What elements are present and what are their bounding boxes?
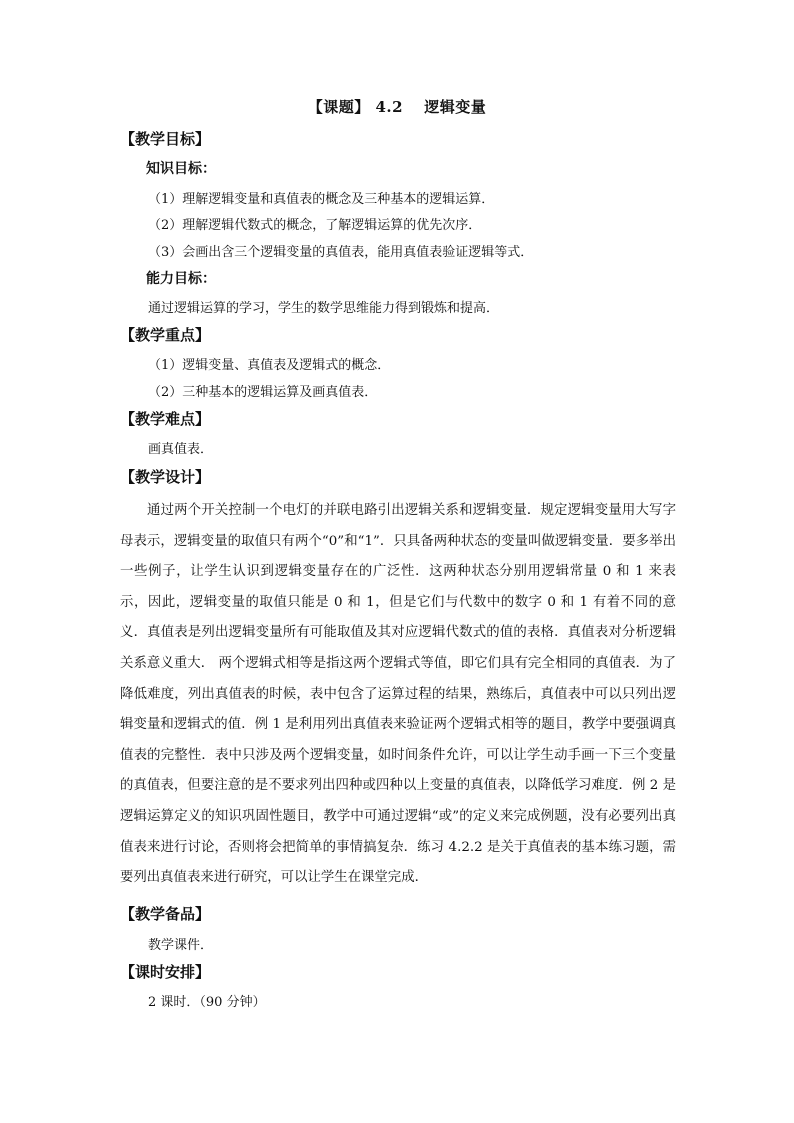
schedule-heading: 【课时安排】 xyxy=(120,963,211,981)
schedule-text: 2 课时．（90 分钟） xyxy=(148,995,266,1010)
knowledge-goal-item: （3）会画出含三个逻辑变量的真值表，能用真值表验证逻辑等式． xyxy=(148,245,534,260)
materials-heading: 【教学备品】 xyxy=(120,905,211,923)
key-point-item: （2）三种基本的逻辑运算及画真值表． xyxy=(148,385,378,400)
key-point-item: （1）逻辑变量、真值表及逻辑式的概念． xyxy=(148,358,391,373)
design-paragraph: 通过两个开关控制一个电灯的并联电路引出逻辑关系和逻辑变量．规定逻辑变量用大写字母表示，逻辑变量的取值只有两个“0”和“1”．只具备两种状态的变量叫做逻辑变量．要多举出一些例子，让学生认识到逻辑变量存在的广泛性．这两种状态分别用逻辑常量 0 和 1 来表示，因此，逻辑变量的取值只能是 0 和 1，但是它们与代数中的数字 0 和 1 有着不同的意义．真值表是列出逻辑变量所有可能取值及其对应逻辑代数式的值的表格．真值表对分析逻辑关系意义重大． 两个逻辑式相等是指这两个逻辑式等值，即它们具有完全相同的真值表．为了降低难度，列出真值表的时候，表中包含了运算过程的结果，熟练后，真值表中可以只列出逻辑变量和逻辑式的值．例 1 是利用列出真值表来验证两个逻辑式相等的题目，教学中要强调真值表的完整性．表中只涉及两个逻辑变量，如时间条件允许，可以让学生动手画一下三个变量的真值表，但要注意的是不要求列出四种或四种以上变量的真值表，以降低学习难度．例 2 是逻辑运算定义的知识巩固性题目，教学中可通过逻辑“或”的定义来完成例题，没有必要列出真值表来进行讨论，否则将会把简单的事情搞复杂．练习 4.2.2 是关于真值表的基本练习题，需要列出真值表来进行研究，可以让学生在课堂完成． xyxy=(120,503,676,886)
difficulties-heading: 【教学难点】 xyxy=(120,410,211,428)
knowledge-goal-item: （1）理解逻辑变量和真值表的概念及三种基本的逻辑运算． xyxy=(148,192,495,207)
ability-goals-label: 能力目标： xyxy=(146,271,216,287)
objectives-heading: 【教学目标】 xyxy=(120,130,211,148)
materials-text: 教学课件． xyxy=(148,938,214,953)
ability-goal-text: 通过逻辑运算的学习，学生的数学思维能力得到锻炼和提高． xyxy=(148,301,500,316)
knowledge-goals-label: 知识目标： xyxy=(146,161,216,177)
lesson-title: 【课题】 4.2 逻辑变量 xyxy=(307,98,487,116)
difficulties-text: 画真值表． xyxy=(148,442,214,457)
design-heading: 【教学设计】 xyxy=(120,468,211,486)
knowledge-goal-item: （2）理解逻辑代数式的概念，了解逻辑运算的优先次序． xyxy=(148,218,482,233)
key-points-heading: 【教学重点】 xyxy=(120,326,211,344)
